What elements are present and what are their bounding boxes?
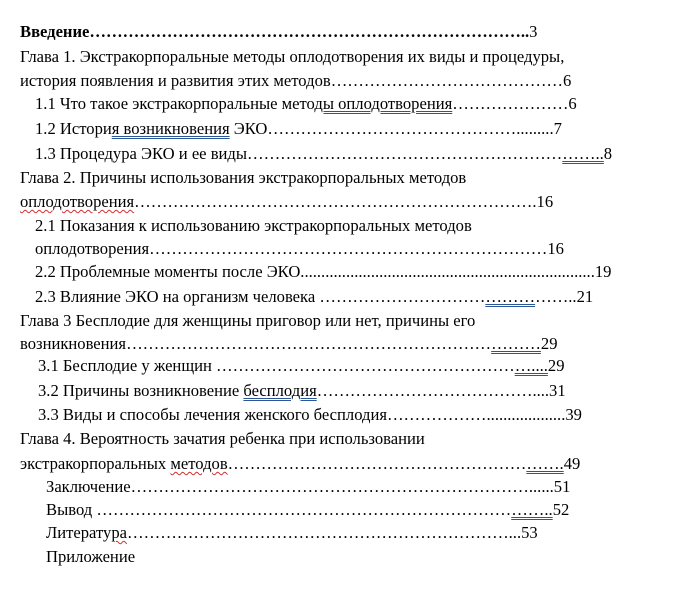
toc-chapter-3-title: Глава 3 Бесплодие для женщины приговор или нет, причины его [20,311,476,330]
toc-section-1-2-title-underlined: я возникновения [111,119,230,138]
toc-section-3-2-title-underlined: бесплодия [243,381,317,400]
toc-chapter-3-title-cont: возникновения………………………………………………………… [20,334,492,353]
toc-section-3-2[interactable] [38,380,566,402]
toc-chapter-3-line2[interactable] [20,333,558,355]
toc-chapter-4-line2[interactable] [20,453,580,475]
toc-literature-title: Литерату [46,523,112,542]
toc-summary[interactable] [46,499,569,521]
toc-section-1-1-page: 6 [568,94,577,113]
toc-chapter-4-leader: ……………………………………………… [227,454,527,473]
toc-chapter-2-title-cont: оплодотворения [20,192,135,211]
toc-section-3-2-leader: ………………………………….... [316,381,550,400]
toc-chapter-2-line2[interactable] [20,191,553,213]
toc-section-3-3-page: 39 [565,405,582,424]
toc-intro-page: 3 [529,22,538,41]
toc-chapter-3-line1[interactable] [20,310,475,332]
toc-section-2-1-page: 16 [547,239,564,258]
toc-chapter-1-line1[interactable] [20,46,564,68]
toc-literature[interactable] [46,522,538,544]
toc-section-2-2-title: 2.2 Проблемные моменты после ЭКО....................................................................... [35,262,595,281]
toc-section-2-1-title-cont: оплодотворения……………………………………………………………… [35,239,548,258]
toc-conclusion-page: 51 [553,477,571,496]
toc-section-3-2-page: 31 [549,381,566,400]
toc-section-1-1[interactable] [35,93,577,115]
toc-literature-page: 53 [521,523,538,542]
toc-section-2-3-leader: …….. [535,287,577,306]
toc-intro-title: Введение…………………………………………………………………….. [20,22,530,41]
toc-section-3-1[interactable] [38,355,564,377]
toc-section-1-3[interactable] [35,143,612,165]
toc-section-3-1-page: 29 [547,356,565,375]
toc-section-1-3-page: 8 [603,144,613,163]
toc-chapter-3-page: 29 [540,334,558,353]
toc-appendix[interactable] [46,546,135,568]
toc-section-1-3-leader-underlined: …….. [562,144,604,163]
toc-section-3-1-leader-underlined: ….... [514,356,548,375]
toc-summary-page: 52 [552,500,570,519]
toc-appendix-title: Приложение [46,547,136,566]
toc-section-2-1-line2[interactable] [35,238,564,260]
toc-chapter-4-page: 49 [563,454,581,473]
toc-section-1-2-title: 1.2 Истори [35,119,112,138]
toc-section-1-3-title: 1.3 Процедура ЭКО и ее виды………………………………………………… [35,144,563,163]
toc-section-3-3[interactable] [38,404,582,426]
toc-section-3-2-title: 3.2 Причины возникновение [38,381,244,400]
toc-literature-leader: ……………………………………………………………... [127,523,522,542]
toc-chapter-2-page: 16 [536,192,554,211]
toc-section-2-3[interactable] [35,286,593,308]
toc-conclusion[interactable] [46,476,570,498]
toc-section-2-2-page: 19 [594,262,612,281]
toc-chapter-1-title-cont: история появления и развития этих методов…………………………………… [20,71,564,90]
toc-section-3-1-title: 3.1 Бесплодие у женщин ……………………………………………… [38,356,515,375]
toc-section-2-2[interactable] [35,261,611,283]
toc-section-2-3-page: 21 [576,287,594,306]
toc-summary-title: Вывод ………………………………………………………………… [46,500,512,519]
toc-section-2-3-title: 2.3 Влияние ЭКО на организм человека ………………………… [35,287,486,306]
toc-section-1-2-page: 7 [553,119,562,138]
toc-section-1-1-leader: ………………… [452,94,569,113]
toc-section-1-2[interactable] [35,118,562,140]
toc-section-1-2-leader: ЭКО………………………………………......... [229,119,554,138]
toc-chapter-2-leader: ………………………………………………………………. [134,192,537,211]
toc-section-3-3-title: 3.3 Виды и способы лечения женского бесплодия………………................... [38,405,566,424]
toc-chapter-4-title: Глава 4. Вероятность зачатия ребенка при использовании [20,429,425,448]
toc-section-1-1-title-underlined: ды оплодотворения [314,94,453,113]
toc-section-2-1-line1[interactable] [35,215,472,237]
toc-chapter-1-page: 6 [563,71,572,90]
toc-chapter-1-line2[interactable] [20,70,571,92]
toc-chapter-2-title: Глава 2. Причины использования экстракорпоральных методов [20,168,467,187]
toc-section-1-1-title: 1.1 Что такое экстракорпоральные мето [35,94,315,113]
toc-section-2-3-leader-underlined: ……… [485,287,536,306]
toc-chapter-4-leader-underlined: ……. [526,454,564,473]
toc-chapter-4-title-wavy: методов [170,454,228,473]
toc-conclusion-title: Заключение………………………………………………………………...... [46,477,554,496]
toc-chapter-4-title-cont: экстракорпоральных [20,454,171,473]
toc-section-2-1-title: 2.1 Показания к использованию экстракорпоральных методов [35,216,472,235]
toc-chapter-3-leader-underlined: ……… [491,334,541,353]
toc-chapter-4-line1[interactable] [20,428,425,450]
toc-chapter-1-title: Глава 1. Экстракорпоральные методы оплодотворения их виды и процедуры, [20,47,565,66]
toc-intro[interactable] [20,21,537,43]
toc-chapter-2-line1[interactable] [20,167,466,189]
toc-literature-title-wavy: ра [111,523,127,542]
toc-summary-leader-underlined: …….. [511,500,553,519]
